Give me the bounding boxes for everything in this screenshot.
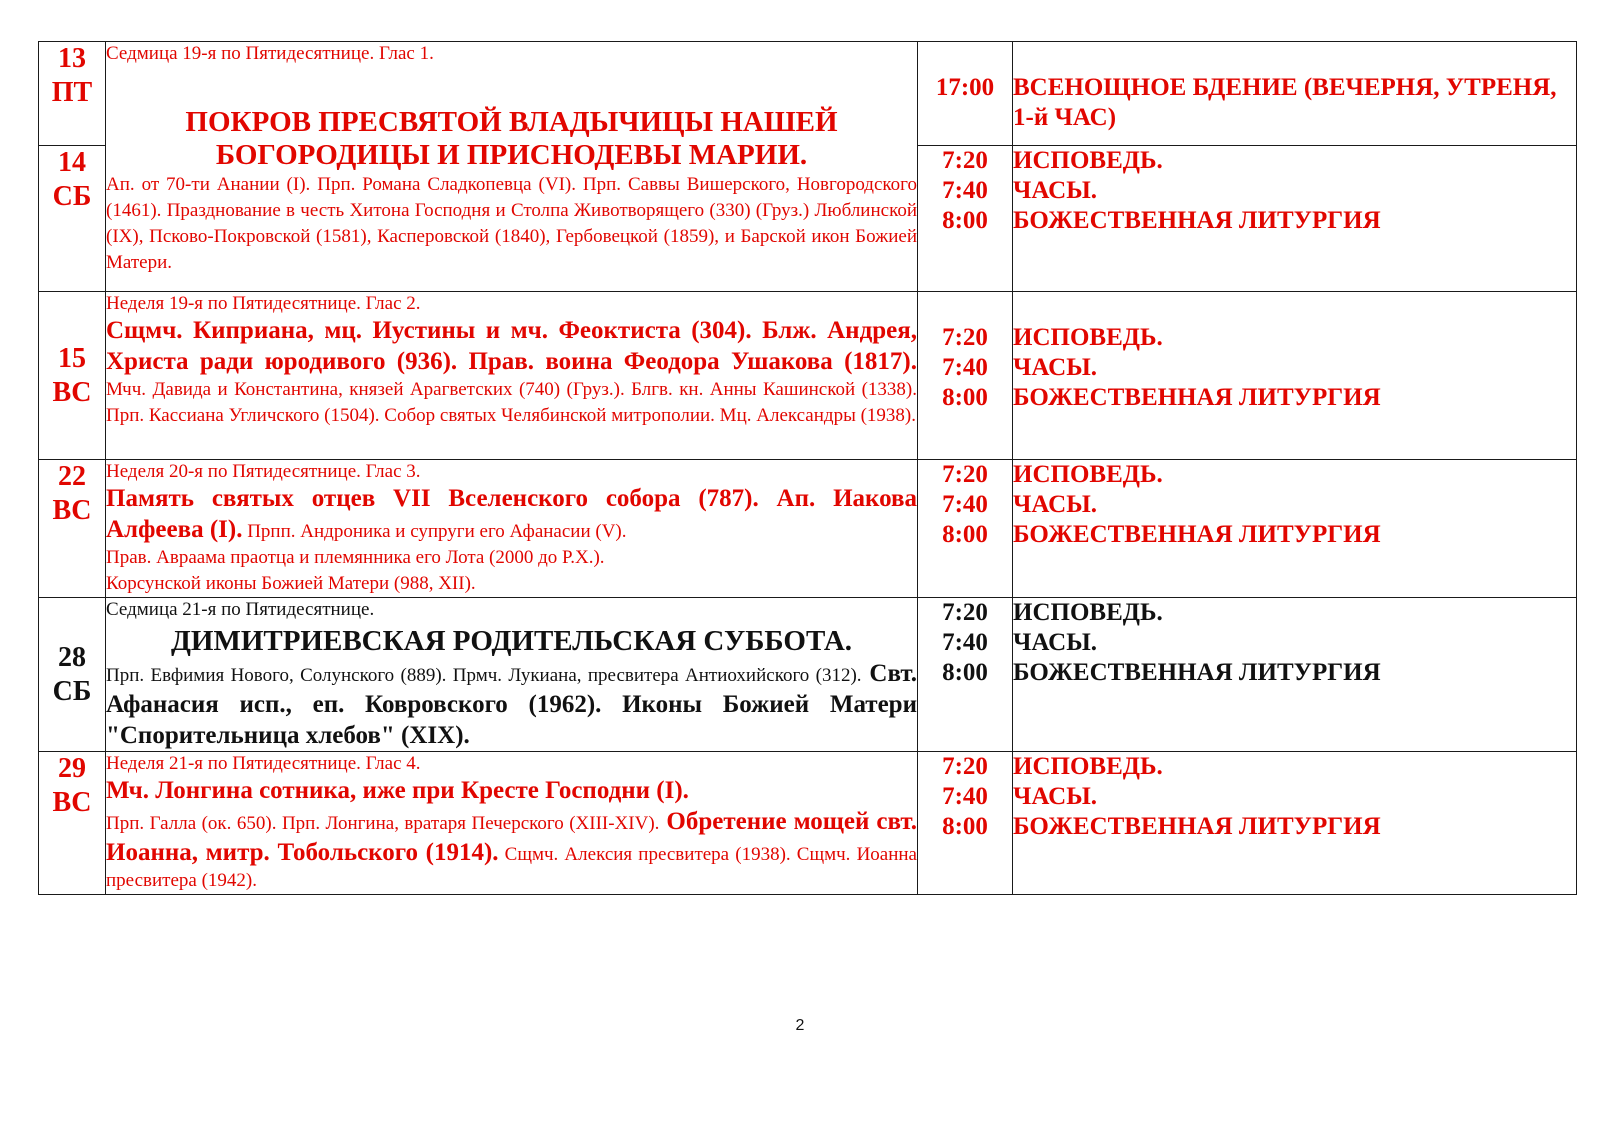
service-time: 7:20 [942,461,988,488]
service-time: 7:40 [942,491,988,518]
service-time: 8:00 [942,521,988,548]
service-cell [1013,292,1577,460]
saints-text: Ап. от 70-ти Анании (I). Прп. Романа Сладкопевца (VI). Прп. Саввы Вишерского, Новгородского (1461). Празднование в честь Хитона Господня и Столпа Животворящего (330) (Груз.) Люблинской (IX), Псково-Покровской (1581), Касперовской (1840), Гербовецкой (1859), и Барской икон Божией Матери. [106,174,917,273]
service-name: ИСПОВЕДЬ. [1013,753,1163,780]
saints-bold: Обретение мощей свт. Иоанна, митр. Тобольского (1914). [106,808,917,866]
table-row [39,292,1577,460]
service-name: ВСЕНОЩНОЕ БДЕНИЕ (ВЕЧЕРНЯ, УТРЕНЯ, 1-й ЧАС) [1013,74,1557,131]
table-row [39,598,1577,752]
page-number: 2 [795,1017,805,1034]
day-of-week: ВС [52,495,92,526]
day-of-week: ПТ [51,77,93,108]
service-time: 7:20 [942,599,988,626]
service-name: БОЖЕСТВЕННАЯ ЛИТУРГИЯ [1013,521,1381,548]
service-name: БОЖЕСТВЕННАЯ ЛИТУРГИЯ [1013,384,1381,411]
service-name: БОЖЕСТВЕННАЯ ЛИТУРГИЯ [1013,207,1381,234]
saints-cell [106,752,918,895]
service-name: ЧАСЫ. [1013,783,1098,810]
service-time: 7:20 [942,147,988,174]
time-cell [918,752,1013,895]
saints-bold: Память святых отцев VII Вселенского собора (787). Ап. Иакова Алфеева (I). [106,485,917,543]
service-time: 7:40 [942,783,988,810]
saints-text: Прпп. Андроника и супруги его Афанасии (V). [242,521,627,542]
saints-bold: Свт. Афанасия исп., еп. Ковровского (1962). Иконы Божией Матери "Спорительница хлебов" (XIX). [106,660,917,749]
service-cell [1013,460,1577,598]
day-cell [39,42,106,146]
week-label: Неделя 20-я по Пятидесятнице. Глас 3. [106,461,421,482]
saints-text: Сщмч. Алексия пресвитера (1938). Сщмч. Иоанна пресвитера (1942). [106,844,917,891]
saints-text: Прав. Авраама праотца и племянника его Лота (2000 до Р.Х.). [106,547,605,568]
day-of-week: СБ [52,675,92,707]
week-label: Неделя 21-я по Пятидесятнице. Глас 4. [106,753,421,774]
service-time: 7:20 [942,324,988,351]
service-time: 7:20 [942,753,988,780]
schedule-table [38,41,1577,895]
time-cell [918,42,1013,146]
table-row [39,752,1577,895]
service-time: 8:00 [942,813,988,840]
time-cell [918,146,1013,292]
service-name: ИСПОВЕДЬ. [1013,461,1163,488]
day-cell [39,460,106,598]
service-name: ЧАСЫ. [1013,491,1098,518]
service-cell [1013,752,1577,895]
feast-title: ДИМИТРИЕВСКАЯ РОДИТЕЛЬСКАЯ СУББОТА. [170,625,853,657]
table-row [39,42,1577,146]
day-of-week: ВС [52,787,92,818]
day-of-week: СБ [52,181,92,212]
day-number: 13 [58,43,86,74]
table-row [39,460,1577,598]
service-name: ЧАСЫ. [1013,354,1098,381]
saints-cell [106,598,918,752]
week-label: Седмица 21-я по Пятидесятнице. [106,599,375,620]
week-label: Седмица 19-я по Пятидесятнице. Глас 1. [106,43,434,64]
day-number: 29 [58,753,86,784]
day-number: 28 [58,641,86,673]
saints-cell [106,460,918,598]
service-time: 7:40 [942,629,988,656]
saints-text: Прп. Галла (ок. 650). Прп. Лонгина, вратаря Печерского (XIII-XIV). [106,813,660,834]
service-cell [1013,42,1577,146]
service-time: 7:40 [942,177,988,204]
saints-text: Корсунской иконы Божией Матери (988, XII). [106,573,476,594]
time-cell [918,292,1013,460]
time-cell [918,460,1013,598]
saints-cell [106,292,918,460]
day-number: 14 [58,147,86,178]
day-of-week: ВС [52,376,92,408]
service-name: БОЖЕСТВЕННАЯ ЛИТУРГИЯ [1013,813,1381,840]
service-name: ЧАСЫ. [1013,177,1098,204]
time-cell [918,598,1013,752]
service-name: ИСПОВЕДЬ. [1013,599,1163,626]
saints-text: Прп. Евфимия Нового, Солунского (889). Прмч. Лукиана, пресвитера Антиохийского (312). [106,665,862,686]
service-name: ИСПОВЕДЬ. [1013,147,1163,174]
day-cell [39,292,106,460]
service-time: 8:00 [942,207,988,234]
week-label: Неделя 19-я по Пятидесятнице. Глас 2. [106,293,421,314]
service-cell [1013,146,1577,292]
service-time: 7:40 [942,354,988,381]
saints-text: Мчч. Давида и Константина, князей Арагветских (740) (Груз.). Блгв. кн. Анны Кашинской (1338). Прп. Кассиана Угличского (1504). Собор святых Челябинской митрополии. Мц. Александры (1938). [106,379,917,426]
day-number: 15 [58,342,86,374]
service-name: БОЖЕСТВЕННАЯ ЛИТУРГИЯ [1013,659,1381,686]
saints-bold: Мч. Лонгина сотника, иже при Кресте Господни (I). [106,777,689,804]
day-cell [39,146,106,292]
service-cell [1013,598,1577,752]
saints-cell [106,42,918,292]
saints-bold: Сщмч. Киприана, мц. Иустины и мч. Феоктиста (304). Блж. Андрея, Христа ради юродивого (936). Прав. воина Феодора Ушакова (1817). [106,317,917,375]
day-cell [39,752,106,895]
service-time: 17:00 [935,74,995,101]
feast-title: ПОКРОВ ПРЕСВЯТОЙ ВЛАДЫЧИЦЫ НАШЕЙ БОГОРОДИЦЫ И ПРИСНОДЕВЫ МАРИИ. [185,106,838,171]
service-time: 8:00 [942,384,988,411]
service-time: 8:00 [942,659,988,686]
day-number: 22 [58,461,86,492]
day-cell [39,598,106,752]
service-name: ЧАСЫ. [1013,629,1098,656]
service-name: ИСПОВЕДЬ. [1013,324,1163,351]
